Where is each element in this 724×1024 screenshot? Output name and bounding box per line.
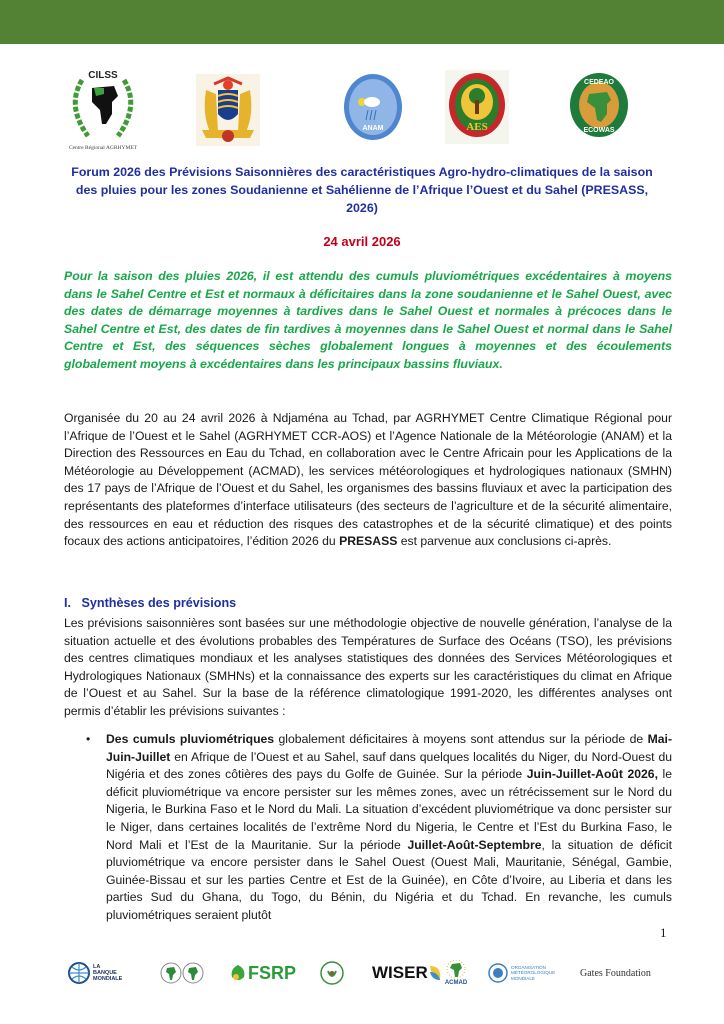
section-paragraph: Les prévisions saisonnières sont basées sur une méthodologie objective de nouvelle génération, l’analyse de la situation actuelle et des évolutions probables des Températures de Surface des Océans (TSO), les prévisions des centres climatiques mondiaux et les analyses statistiques des données des Services Météorologiques et Hydrologiques Nationaux (SMHNs) et la connaissance des experts sur les caractéristiques du climat en Afrique de l’Ouest et au Sahel. Sur la base de la référence climatologique 1991-2020, les différentes analyses ont permis d’établir les prévisions suivantes : bbox=[64, 616, 672, 718]
world-bank-label: LA BANQUE MONDIALE bbox=[93, 964, 123, 982]
forecast-list bbox=[64, 731, 672, 925]
document-date: 24 avril 2026 bbox=[323, 234, 401, 249]
bullet-text-4: , la situation de déficit pluviométrique va encore persister dans le Sahel Ouest (Ouest Mali, Mauritanie, Sénégal, Gambie, Guinée-Bissau et sur les parties Centre et Est de la Guinée), en Côte d’Ivoire, au Liberia et dans les parties Sud du Ghana, du Togo, du Bénin, du Nigéria et du Tchad. En revanche, les cumuls pluviométriques seraient plutôt bbox=[106, 837, 672, 922]
aes-logo bbox=[445, 70, 509, 144]
bullet-text-3: le déficit pluviométrique va encore persister sur les mêmes zones, avec un rétrécissement sur le Nord du Nigeria, le Burkina Faso et le Nord du Mali. La situation d’excédent pluviométrique va donc persister sur le Niger, dans certaines localités de l’extrême Nord du Nigeria, le Centre et l’Est du Burkina Faso, le Nord Mali et l’Est de la Mauritanie. Sur la période bbox=[106, 767, 672, 852]
wiser-logo bbox=[372, 953, 442, 993]
svg-text:ECOWAS: ECOWAS bbox=[583, 127, 615, 134]
bullet-text bbox=[106, 731, 672, 925]
bullet-bold-4: Juillet-Août-Septembre bbox=[407, 837, 542, 852]
wmo-logo bbox=[488, 953, 559, 993]
ecowas-logo bbox=[569, 72, 629, 138]
svg-text:AES: AES bbox=[466, 121, 488, 133]
gates-foundation-label: Gates Foundation bbox=[580, 967, 651, 979]
cilss-logo bbox=[62, 66, 144, 151]
fsrp-logo bbox=[230, 953, 296, 993]
svg-text:CEDEAO: CEDEAO bbox=[584, 79, 614, 86]
bullet-text-1: globalement déficitaires à moyens sont attendus sur la période de bbox=[274, 732, 648, 746]
list-item bbox=[64, 731, 672, 925]
bullet-bold-2: Mai-Juin-Juillet bbox=[106, 732, 672, 764]
wiser-label: WISER bbox=[372, 963, 428, 982]
intro-paragraph bbox=[64, 410, 672, 551]
partner-logos bbox=[64, 953, 664, 993]
gates-foundation-logo bbox=[580, 953, 651, 993]
pirs-logo bbox=[320, 953, 344, 993]
anam-logo bbox=[342, 72, 404, 142]
header-logos bbox=[0, 66, 724, 151]
bullet-marker: • bbox=[86, 732, 91, 746]
bullet-bold-1: Des cumuls pluviométriques bbox=[106, 732, 275, 746]
chad-coat-of-arms bbox=[196, 74, 260, 146]
document-title: Forum 2026 des Prévisions Saisonnières des caractéristiques Agro-hydro-climatiques de la saison des pluies pour les zones Soudanienne et Sahélienne de l’Afrique l’Ouest et du Sahel (PRESASS, 2026) bbox=[71, 165, 653, 215]
cilss-caption: Centre Régional AGRHYMET bbox=[68, 145, 138, 151]
bullet-text-2: en Afrique de l’Ouest et au Sahel, sauf dans quelques localités du Niger, du Nord-Ouest du Nigéria et des zones côtières des pays du Golfe de Guinée. Sur la période bbox=[106, 749, 672, 782]
acmad-label: ACMAD bbox=[444, 980, 468, 986]
intro-text: Organisée du 20 au 24 avril 2026 à Ndjaména au Tchad, par AGRHYMET Centre Climatique Régional pour l’Afrique de l’Ouest et le Sahel (AGRHYMET CCR-AOS) et l’Agence Nationale de la Météorologie (ANAM) et la Direction des Ressources en Eau du Tchad, en collaboration avec le Centre Africain pour les Applications de la Météorologie au Développement (ACMAD), les services météorologiques et hydrologiques nationaux (SMHN) des 17 pays de l’Afrique de l’Ouest et du Sahel, les organismes des bassins fluviaux et avec la participation des représentants des plateformes d’interface utilisateurs (des secteurs de l’agriculture et de la sécurité alimentaire, des ressources en eau et réduction des risques des catastrophes et de la sécurité climatique) et des points focaux des actions anticipatoires, l’édition 2026 du bbox=[64, 411, 672, 549]
svg-text:ANAM: ANAM bbox=[362, 125, 384, 132]
wmo-label: ORGANISATION MÉTÉOROLOGIQUE MONDIALE bbox=[511, 964, 556, 981]
svg-text:CILSS: CILSS bbox=[88, 70, 118, 81]
afdb-logo bbox=[160, 953, 204, 993]
bullet-bold-3: Juin-Juillet-Août 2026, bbox=[526, 767, 658, 782]
intro-text-end: est parvenue aux conclusions ci-après. bbox=[397, 534, 612, 549]
header-bar bbox=[0, 0, 724, 44]
section-heading: I. Synthèses des prévisions bbox=[64, 596, 237, 610]
world-bank-logo bbox=[68, 953, 123, 993]
page-number: 1 bbox=[660, 925, 667, 940]
fsrp-label: FSRP bbox=[248, 962, 297, 983]
intro-bold: PRESASS bbox=[339, 534, 398, 549]
acmad-logo bbox=[444, 953, 468, 993]
summary-paragraph: Pour la saison des pluies 2026, il est attendu des cumuls pluviométriques excédentaires à moyens dans le Sahel Centre et Est et normaux à déficitaires dans la zone soudanienne et le Sahel Ouest, avec des dates de démarrage moyennes à tardives dans le Sahel Ouest et normales à précoces dans le Sahel Centre et Est, des dates de fin tardives à moyennes dans le Sahel Ouest et normal dans le Sahel Centre et Est, des séquences sèches globalement longues à moyennes et des écoulements globalement moyens à excédentaires dans les principaux bassins fluviaux. bbox=[64, 269, 672, 371]
